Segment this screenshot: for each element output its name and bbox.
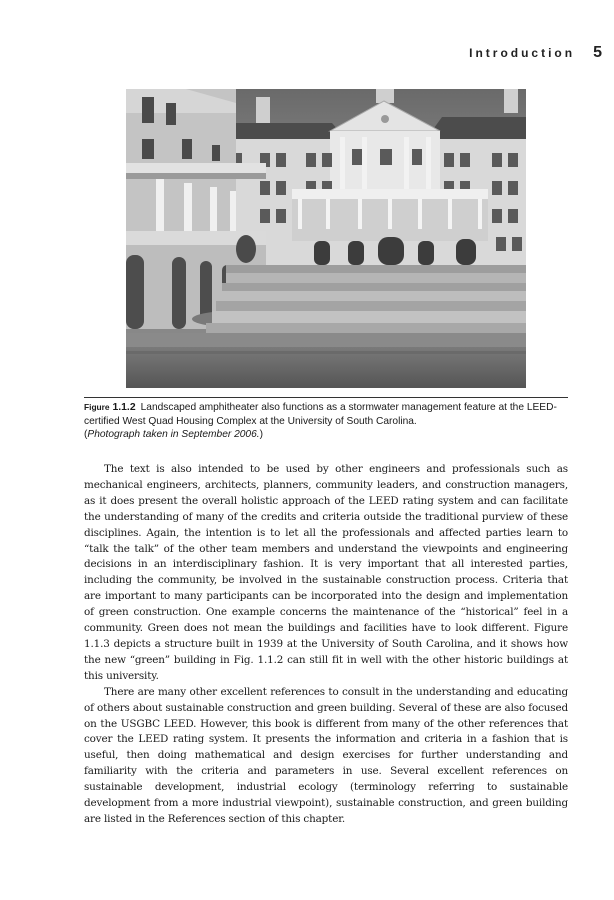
running-head [469,44,602,62]
body-text [84,462,568,828]
body-paragraph: There are many other excellent references to consult in the understanding and educating of others about sustainable construction and green building. Several of these are also focused on the USGBC LEED. However, this book is different from many of the other references that cover the LEED rating system. It presents the information and criteria in a fashion that is useful, then doing mathematical and design exercises for further understanding and familiarity with the criteria and parameters in use. Several excellent references on sustainable development, industrial ecology (terminology referring to sustainable development from a more industrial viewpoint), sustainable construction, and green building are listed in the References section of this chapter. [84,685,568,825]
body-paragraph: The text is also intended to be used by other engineers and professionals such as mechanical engineers, architects, planners, community leaders, and construction managers, as it does present the overall holistic approach of the LEED rating system and can facilitate the understanding of many of the credits and criteria outside the traditional purview of these disciplines. Again, the intention is to let all the professionals and affected parties learn to “talk the talk” of the other team members and understand the viewpoints and engineering decisions in an interdisciplinary fashion. It is very important that all interested parties, including the community, be involved in the sustainable construction process. Criteria that are important to many participants can be incorporated into the design and implementation of green construction. One example concerns the maintenance of the “historical” feel in a community. Green does not mean the buildings and facilities have to look different. Figure 1.1.3 depicts a structure built in 1939 at the University of South Carolina, and it shows how the new “green” building in Fig. 1.1.2 can still fit in well with the other historic buildings at this university. [84,463,568,682]
figure-caption-note-close: ) [259,429,263,440]
figure-caption-text: Landscaped amphitheater also functions as a stormwater management feature at the LEED-certified West Quad Housing Complex at the University of South Carolina. [84,402,557,427]
figure-caption-note: Photograph taken in September 2006. [87,429,260,440]
figure-label-prefix: Figure [84,402,110,412]
caption-rule [84,397,568,398]
figure-caption [84,401,568,442]
figure-photo [126,89,526,388]
figure-caption-note-open: ( [84,429,88,440]
figure-label [84,402,136,413]
page-number: 5 [593,44,602,61]
running-head-title: Introduction [469,46,576,60]
figure-label-number: 1.1.2 [112,402,136,413]
